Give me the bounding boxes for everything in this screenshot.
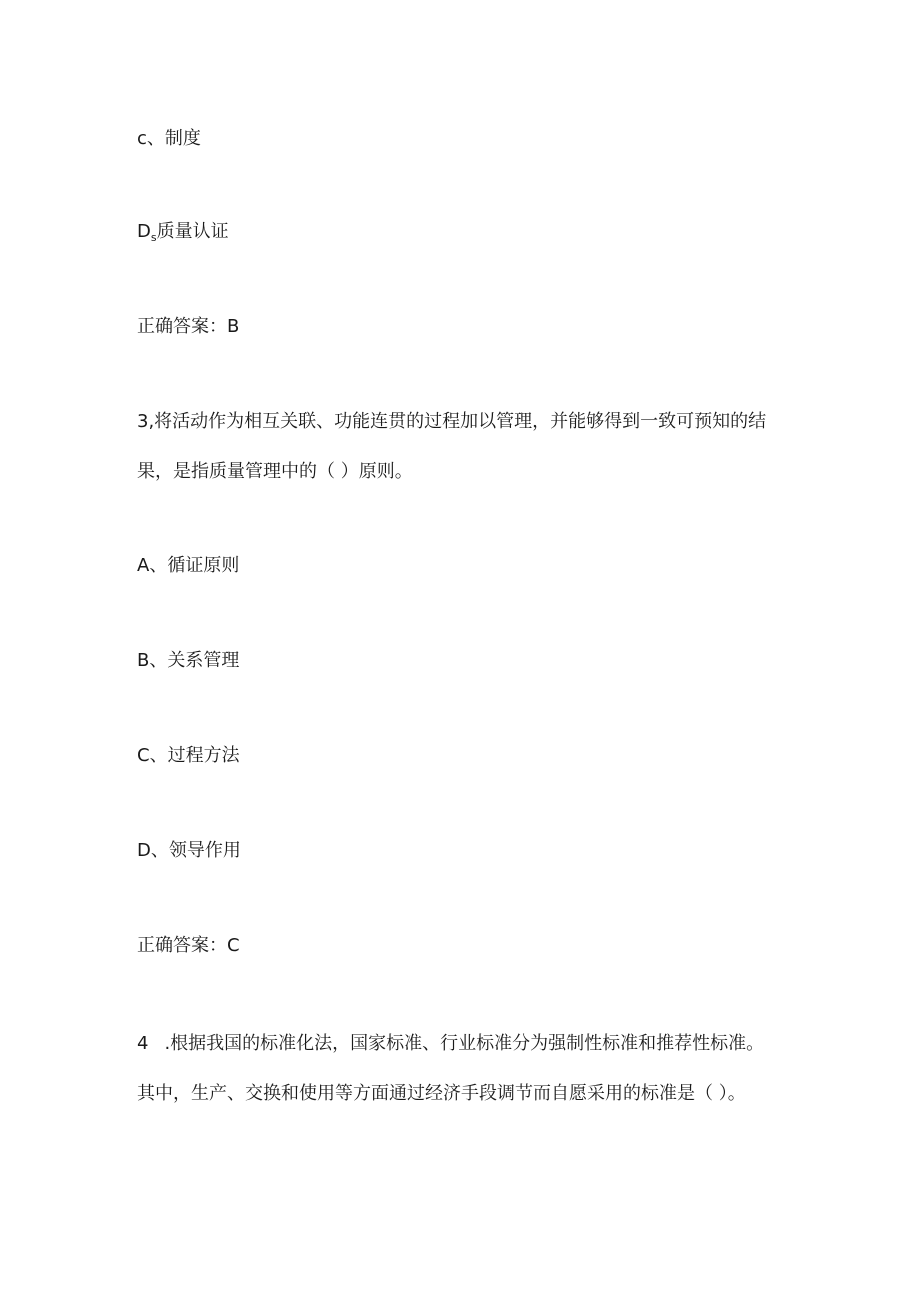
question-3-stem-line-1: 3,将活动作为相互关联、功能连贯的过程加以管理，并能够得到一致可预知的结 (137, 411, 767, 432)
option-d-letter: D (137, 221, 151, 242)
option-d-text (137, 220, 229, 250)
question-4-stem-line-2: 其中，生产、交换和使用等方面通过经济手段调节而自愿采用的标准是（ ）。 (137, 1083, 746, 1104)
question-4-stem-text: .根据我国的标准化法，国家标准、行业标准分为强制性标准和推荐性标准。 (164, 1033, 765, 1054)
question-3-stem-line-2: 果，是指质量管理中的（ ）原则。 (137, 461, 413, 482)
answer-q2: 正确答案：B (137, 316, 240, 337)
answer-q3: 正确答案：C (137, 935, 240, 956)
option-c-text: c、制度 (137, 128, 201, 149)
question-4-stem-line-1 (137, 1032, 764, 1056)
option-d-label: 质量认证 (156, 221, 229, 242)
question-3-option-d: D、领导作用 (137, 840, 241, 861)
question-3-option-b: B、关系管理 (137, 650, 240, 671)
question-3-option-c: C、过程方法 (137, 745, 240, 766)
question-3-option-a: A、循证原则 (137, 555, 240, 576)
question-4-number: 4 (137, 1033, 149, 1054)
option-d-subscript: s (150, 231, 157, 244)
